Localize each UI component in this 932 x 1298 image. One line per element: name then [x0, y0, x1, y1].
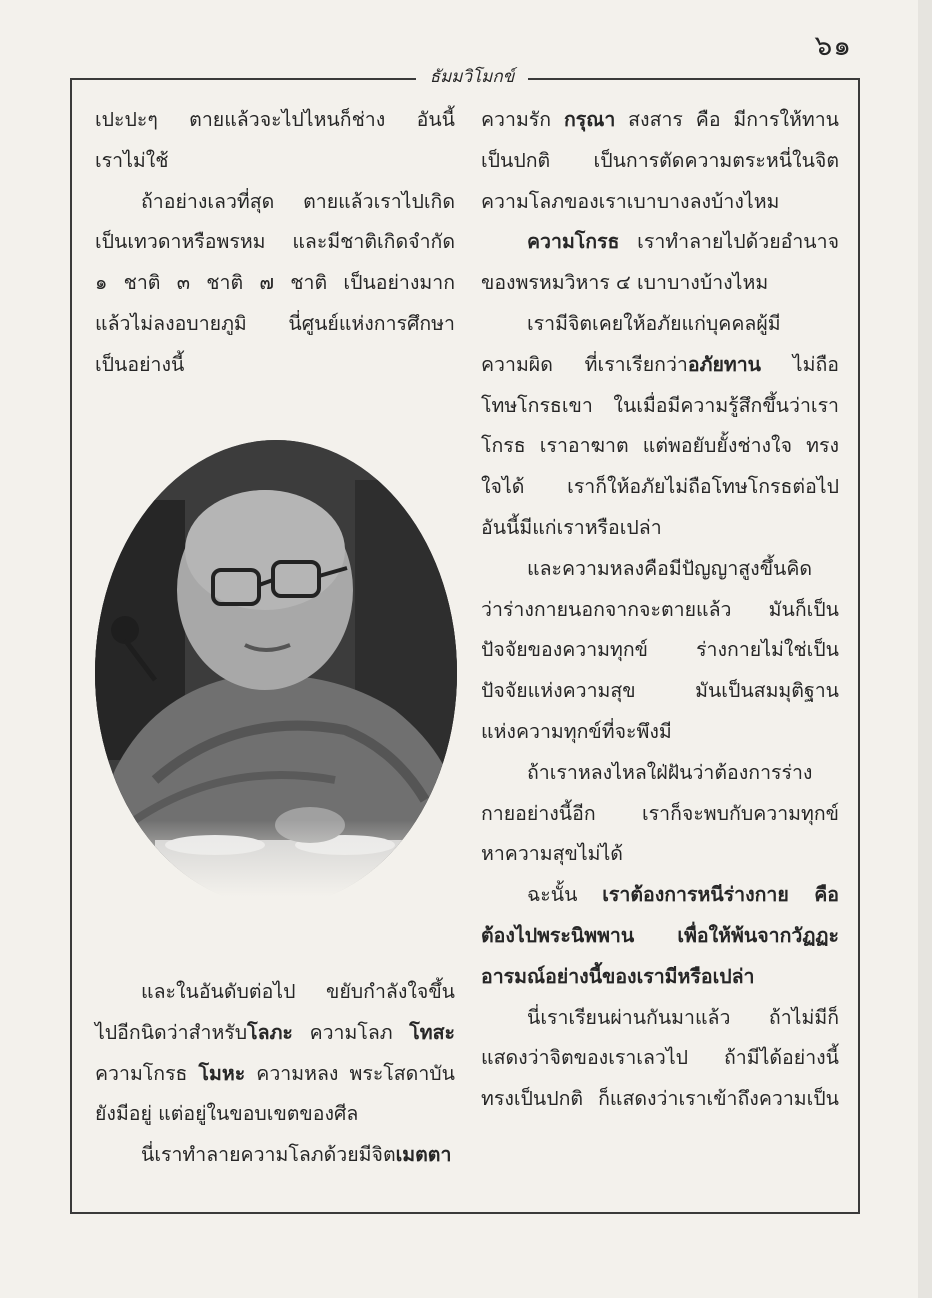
paragraph-line — [481, 100, 839, 141]
text-run: นี่เราทำลายความโลภด้วยมีจิต — [141, 1143, 396, 1167]
paragraph-line: อันนี้มีแก่เราหรือเปล่า — [481, 515, 662, 539]
paragraph-line: กายอย่างนี้อีก เราก็จะพบกับความทุกข์ — [481, 801, 839, 825]
paragraph-line — [95, 1054, 455, 1095]
bold-term: เราต้องการหนีร่างกาย คือ — [602, 883, 839, 907]
page-number: ๖๑ — [814, 29, 852, 62]
paragraph-line: และในอันดับต่อไป ขยับกำลังใจขึ้น — [141, 980, 455, 1003]
paragraph-line: ว่าร่างกายนอกจากจะตายแล้ว มันก็เป็น — [481, 597, 839, 621]
paragraph-line — [481, 875, 839, 916]
paragraph-line: เป็นเทวดาหรือพรหม และมีชาติเกิดจำกัด — [95, 230, 455, 254]
paragraph-line: ใจได้ เราก็ให้อภัยไม่ถือโทษโกรธต่อไป — [481, 475, 839, 499]
frame-top-rule-left — [70, 78, 416, 80]
paragraph-line: อารมณ์อย่างนี้ของเรามีหรือเปล่า — [481, 964, 755, 988]
paragraph-line: แล้วไม่ลงอบายภูมิ นี่ศูนย์แห่งการศึกษา — [95, 311, 455, 335]
paragraph-line — [481, 222, 839, 263]
paragraph-line — [95, 1135, 455, 1176]
text-run: ไปอีกนิดว่าสำหรับ — [95, 1020, 248, 1044]
paragraph-line: ของพรหมวิหาร ๔ เบาบางบ้างไหม — [481, 271, 769, 295]
left-column-lower — [95, 972, 455, 1176]
text-run: ความผิด ที่เราเรียกว่า — [481, 352, 688, 376]
bold-term: โทสะ — [409, 1020, 455, 1044]
paragraph-line: และความหลงคือมีปัญญาสูงขึ้นคิด — [527, 556, 813, 580]
paragraph-line: เป็นปกติ เป็นการตัดความตระหนี่ในจิต — [481, 148, 839, 172]
bold-term: โลภะ — [247, 1020, 293, 1044]
paragraph-line: ปัจจัยของความทุกข์ ร่างกายไม่ใช่เป็น — [481, 638, 839, 662]
paragraph-line: เปะปะๆ ตายแล้วจะไปไหนก็ช่าง อันนี้ — [95, 108, 455, 131]
paragraph-line: นี่เราเรียนผ่านกันมาแล้ว ถ้าไม่มีก็ — [527, 1005, 839, 1029]
bold-term: อภัยทาน — [687, 352, 762, 376]
paragraph-line: หาความสุขไม่ได้ — [481, 842, 623, 866]
paragraph-line — [95, 1013, 455, 1054]
bold-term: โมหะ — [198, 1061, 246, 1085]
portrait-fade — [95, 820, 457, 910]
text-run: ฉะนั้น — [527, 883, 603, 907]
paragraph-line: โกรธ เราอาฆาต แต่พอยับยั้งช่างใจ ทรง — [481, 434, 839, 458]
page-edge — [918, 0, 932, 1298]
paragraph-line: ต้องไปพระนิพพาน เพื่อให้พ้นจากวัฏฏะ — [481, 923, 839, 947]
bold-term: เมตตา — [395, 1143, 452, 1167]
text-run: ไม่ถือ — [761, 352, 839, 376]
paragraph-line — [481, 345, 839, 386]
right-column — [481, 100, 839, 1120]
text-run: ความโกรธ — [95, 1061, 199, 1085]
paragraph-line: แห่งความทุกข์ที่จะพึงมี — [481, 719, 672, 743]
paragraph-line: ปัจจัยแห่งความสุข มันเป็นสมมุติฐาน — [481, 679, 839, 703]
paragraph-line: ๑ ชาติ ๓ ชาติ ๗ ชาติ เป็นอย่างมาก — [95, 271, 455, 295]
bold-term: ความโกรธ — [527, 230, 620, 254]
left-column — [95, 100, 455, 386]
bold-term: กรุณา — [563, 108, 616, 131]
paragraph-line: ถ้าเราหลงไหลใฝ่ฝันว่าต้องการร่าง — [527, 760, 813, 784]
paragraph-line: เราไม่ใช้ — [95, 148, 169, 172]
text-run: เราทำลายไปด้วยอำนาจ — [619, 230, 839, 254]
paragraph-line: ความโลภของเราเบาบางลงบ้างไหม — [481, 189, 780, 213]
text-run: สงสาร คือ มีการให้ทาน — [615, 108, 839, 131]
paragraph-line: ทรงเป็นปกติ ก็แสดงว่าเราเข้าถึงความเป็น — [481, 1087, 839, 1111]
text-run: ความรัก — [481, 108, 564, 131]
paragraph-line: ถ้าอย่างเลวที่สุด ตายแล้วเราไปเกิด — [141, 189, 455, 213]
paragraph-line: แสดงว่าจิตของเราเลวไป ถ้ามีได้อย่างนี้ — [481, 1046, 839, 1070]
text-run: ความหลง พระโสดาบัน — [245, 1061, 455, 1085]
paragraph-line: เรามีจิตเคยให้อภัยแก่บุคคลผู้มี — [527, 311, 781, 335]
text-run: ความโลภ — [292, 1020, 410, 1044]
paragraph-line: ยังมีอยู่ แต่อยู่ในขอบเขตของศีล — [95, 1102, 359, 1126]
running-title: ธัมมวิโมกข์ — [429, 67, 515, 87]
frame-top-rule-right — [528, 78, 860, 80]
paragraph-line: เป็นอย่างนี้ — [95, 352, 185, 376]
paragraph-line: โทษโกรธเขา ในเมื่อมีความรู้สึกขึ้นว่าเรา — [481, 393, 839, 417]
